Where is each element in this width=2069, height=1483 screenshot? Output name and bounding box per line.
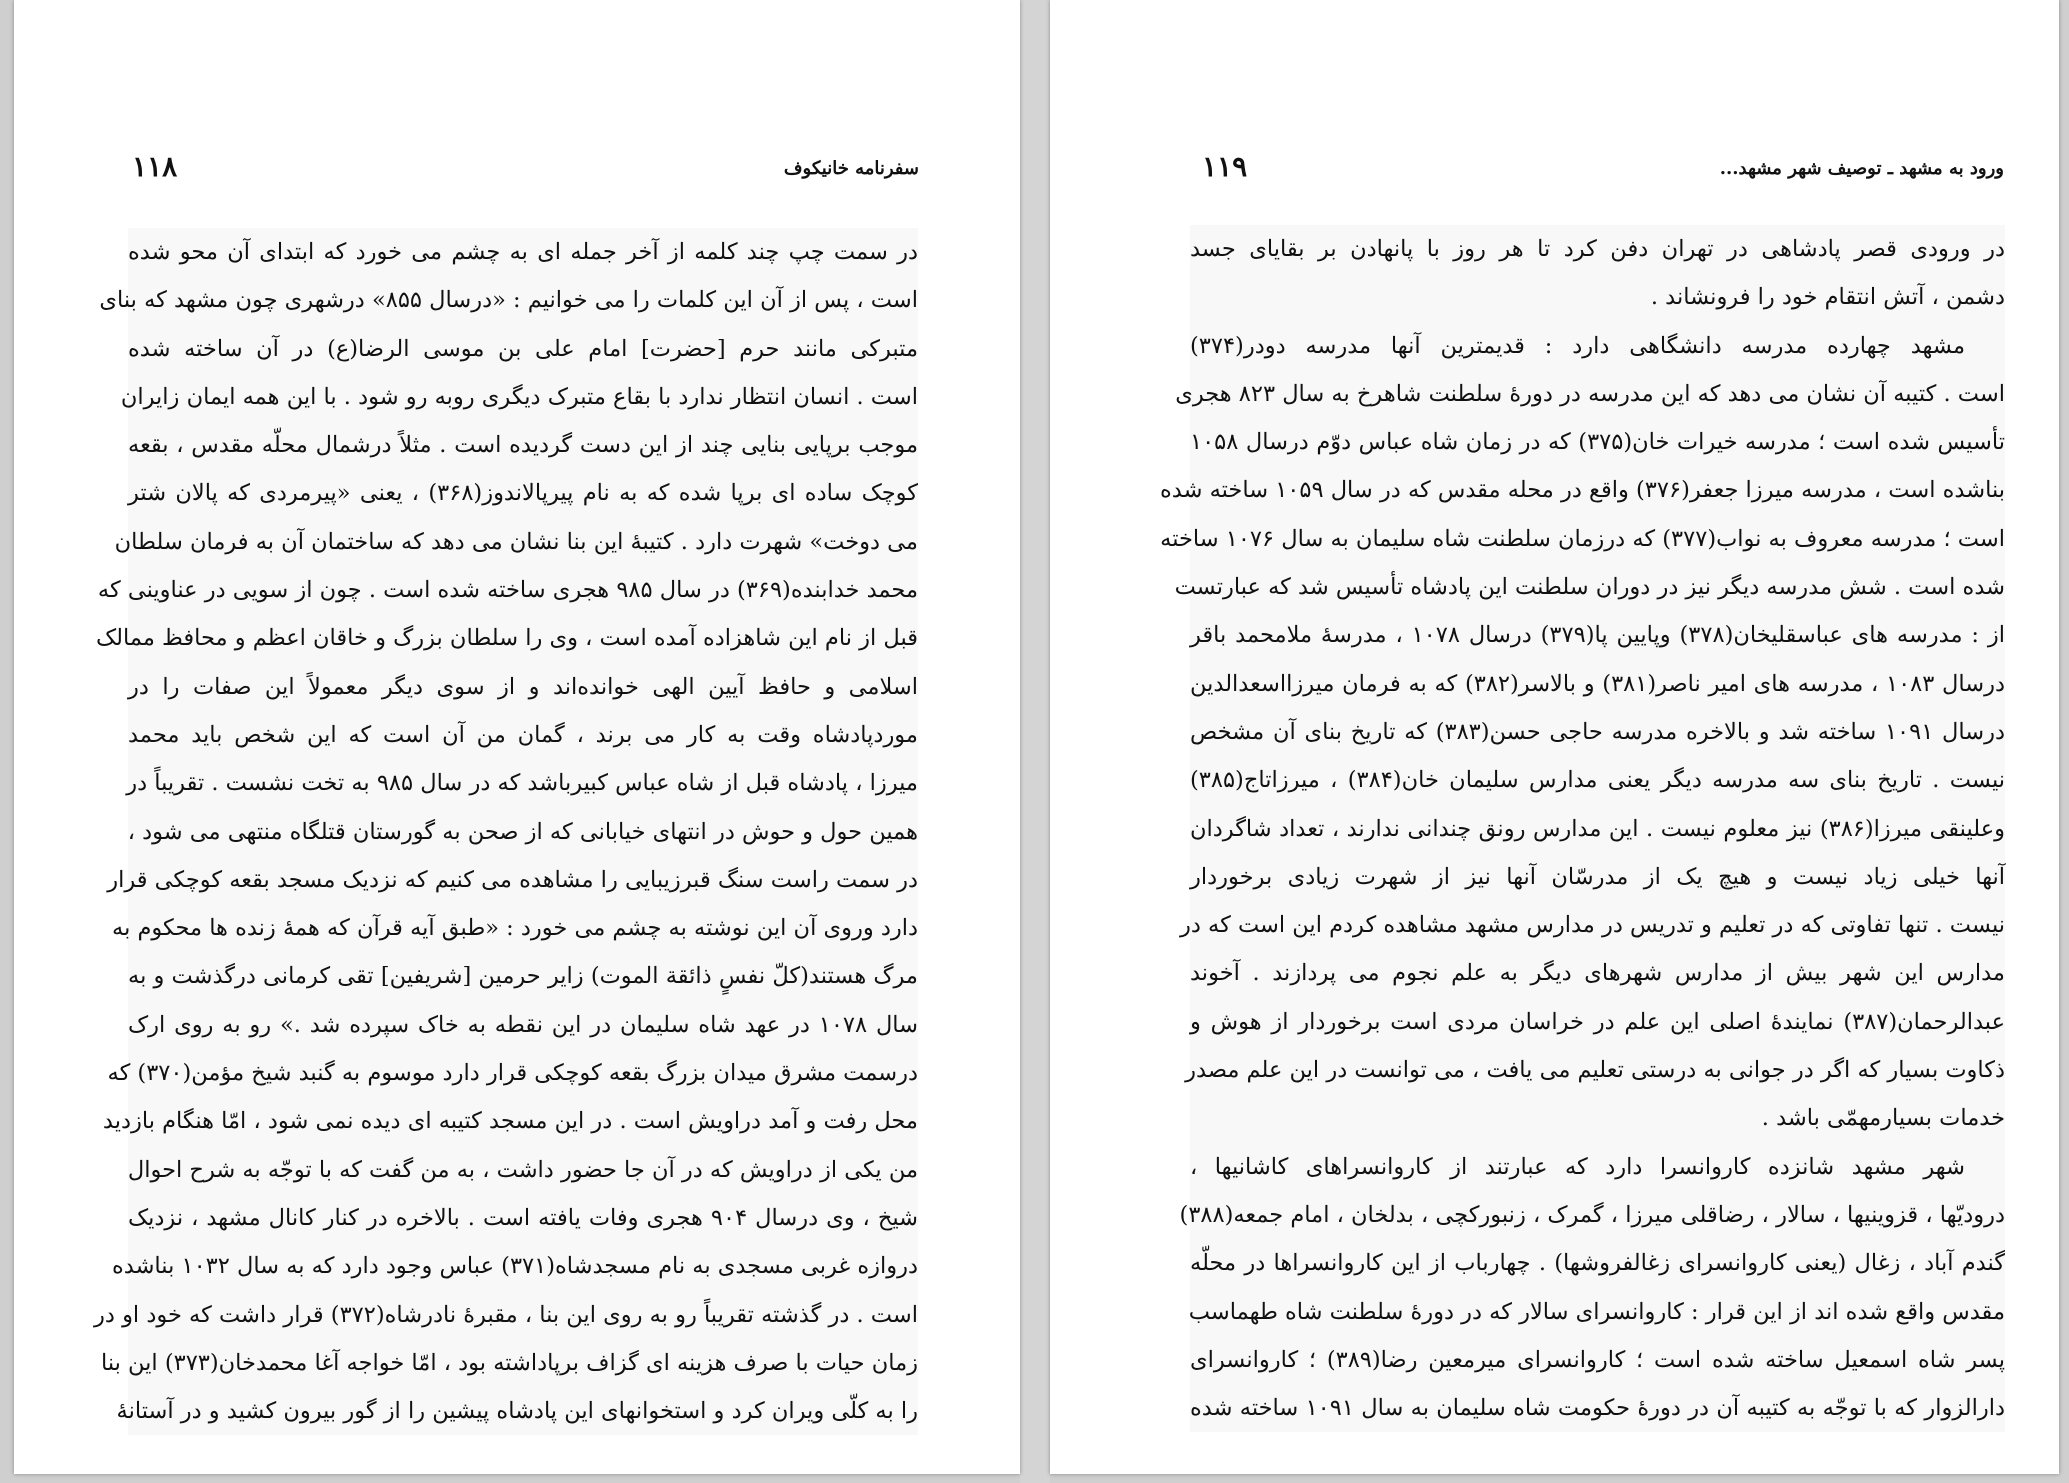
text-line: درودیّها ، قزوینیها ، سالار ، رضاقلی میرزا ، گمرک ، زنبورکچی ، بدلخان ، امام جمعه(۳۸۸) <box>1179 1201 2005 1228</box>
running-title: ورود به مشهد ـ توصیف شهر مشهد... <box>1719 158 2004 179</box>
page-header <box>132 150 919 190</box>
text-line: دارد وروی آن این نوشته به چشم می خورد : «طبق آیه قرآن که همهٔ زنده ها محکوم به <box>112 915 918 942</box>
text-line: وعلینقی میرزا(۳۸۶) نیز معلوم نیست . این مدارس رونق چندانی ندارند ، تعداد شاگردان <box>1190 815 2005 842</box>
body-text <box>1159 225 2006 1432</box>
left-page <box>14 0 1020 1474</box>
running-title: سفرنامه خانیکوف <box>783 158 919 179</box>
text-line: نیست . تنها تفاوتی که در تعلیم و تدریس در مدارس مشهد مشاهده کردم این است که در <box>1179 912 2005 939</box>
text-line: درسمت مشرق میدان بزرگ بقعه کوچکی قرار دارد موسوم به گنبد شیخ مؤمن(۳۷۰) که <box>107 1060 918 1087</box>
text-line: است . در گذشته تقریباً رو به روی این بنا ، مقبرهٔ نادرشاه(۳۷۲) قرار داشت که خود او در <box>94 1301 918 1328</box>
text-line: دروازه غربی مسجدی به نام مسجدشاه(۳۷۱) عباس وجود دارد که به سال ۱۰۳۲ بناشده <box>111 1253 918 1280</box>
text-line: از : مدرسه های عباسقلیخان(۳۷۸) وپایین پا(۳۷۹) درسال ۱۰۷۸ ، مدرسهٔ ملامحمد باقر <box>1190 622 2005 649</box>
text-line: است ، پس از آن این کلمات را می خوانیم : «درسال ۸۵۵» درشهری چون مشهد که بنای <box>99 287 918 314</box>
text-line: بناشده است ، مدرسه میرزا جعفر(۳۷۶) واقع در محله مقدس که در سال ۱۰۵۹ ساخته شده <box>1159 477 2005 504</box>
right-page <box>1050 0 2059 1474</box>
text-line: تأسیس شده است ؛ مدرسه خیرات خان(۳۷۵) که در زمان شاه عباس دوّم درسال ۱۰۵۸ <box>1190 429 2005 456</box>
body-text <box>94 228 918 1435</box>
page-number: ۱۱۸ <box>132 150 178 183</box>
text-line: همین حول و حوش در انتهای خیابانی که از صحن به گورستان قتلگاه منتهی می شود ، <box>127 818 918 845</box>
text-line: کوچک ساده ای برپا شده که به نام پیرپالاندوز(۳۶۸) ، یعنی «پیرمردی که پالان شتر <box>128 480 918 507</box>
text-line: شیخ ، وی درسال ۹۰۴ هجری وفات یافته است . بالاخره در کنار کانال مشهد ، نزدیک <box>128 1204 918 1231</box>
page-number: ۱۱۹ <box>1202 150 1248 183</box>
text-line: درسال ۱۰۸۳ ، مدرسه های امیر ناصر(۳۸۱) و بالاسر(۳۸۲) که به فرمان میرزااسعدالدین <box>1190 670 2006 697</box>
text-line: است ؛ مدرسه معروف به نواب(۳۷۷) که درزمان سلطنت شاه سلیمان به سال ۱۰۷۶ ساخته <box>1160 525 2005 552</box>
text-line: متبرکی مانند حرم [حضرت] امام علی بن موسی الرضا(ع) در آن ساخته شده <box>128 335 918 362</box>
text-line: مشهد چهارده مدرسه دانشگاهی دارد : قدیمترین آنها مدرسه دودر(۳۷۴) <box>1190 332 1965 359</box>
text-line: دارالزوار که با توجّه به کتیبه آن در دورهٔ حکومت شاه سلیمان به سال ۱۰۹۱ ساخته شده <box>1190 1395 2005 1422</box>
text-line: اسلامی و حافظ آیین الهی خوانده‌اند و از سوی دیگر معمولاً این صفات را در <box>128 673 918 700</box>
text-line: ذکاوت بسیار که اگر در جوانی به درستی تعلیم می یافت ، می توانست در این علم مصدر <box>1185 1057 2005 1084</box>
text-line: در سمت چپ چند کلمه از آخر جمله ای به چشم می خورد که ابتدای آن محو شده <box>128 239 918 265</box>
text-line: شده است . شش مدرسه دیگر نیز در دوران سلطنت این پادشاه تأسیس شد که عبارتست <box>1174 574 2005 601</box>
text-line: عبدالرحمان(۳۸۷) نمایندهٔ اصلی این علم در خراسان مردی است برخوردار از هوش و <box>1190 1008 2005 1035</box>
text-line: شهر مشهد شانزده کاروانسرا دارد که عبارتند از کاروانسراهای کاشانیها ، <box>1190 1153 1965 1180</box>
text-line: سال ۱۰۷۸ در عهد شاه سلیمان در این نقطه به خاک سپرده شد .» رو به روی ارک <box>128 1011 918 1038</box>
text-line: میرزا ، پادشاه قبل از شاه عباس کبیرباشد که در سال ۹۸۵ به تخت نشست . تقریباً در <box>126 770 918 797</box>
text-line: در ورودی قصر پادشاهی در تهران دفن کرد تا هر روز با پانهادن بر بقایای جسد <box>1190 236 2005 262</box>
text-line: است . کتیبه آن نشان می دهد که این مدرسه در دورهٔ سلطنت شاهرخ به سال ۸۲۳ هجری <box>1175 380 2005 407</box>
text-line: پسر شاه اسمعیل ساخته شده است ؛ کاروانسرای میرمعین رضا(۳۸۹) ؛ کاروانسرای <box>1190 1346 2005 1373</box>
text-line: مدارس این شهر بیش از مدارس شهرهای دیگر به علم نجوم می پردازند . آخوند <box>1190 960 2005 987</box>
text-line: در سمت راست سنگ قبرزیبایی را مشاهده می کنیم که نزدیک مسجد بقعه کوچکی قرار <box>107 866 918 893</box>
text-line: قبل از نام این شاهزاده آمده است ، وی را سلطان بزرگ و خاقان اعظم و محافظ ممالک <box>96 625 918 652</box>
text-line: موجب برپایی بنایی چند از این دست گردیده است . مثلاً درشمال محلّه مقدس ، بقعه <box>128 432 918 459</box>
text-line: محمد خدابنده(۳۶۹) در سال ۹۸۵ هجری ساخته شده است . چون از سویی در عناوینی که <box>97 577 918 604</box>
text-line: نیست . تاریخ بنای سه مدرسه دیگر یعنی مدارس سلیمان خان(۳۸۴) ، میرزاتاج(۳۸۵) <box>1190 767 2005 794</box>
text-line: را به کلّی ویران کرد و استخوانهای این پادشاه پیشین را از گور بیرون کشید و در آستانهٔ <box>116 1398 918 1425</box>
text-line: است . انسان انتظار ندارد با بقاع متبرک دیگری روبه رو شود . با این همه ایمان زایران <box>120 383 918 410</box>
text-line: گندم آباد ، زغال (یعنی کاروانسرای زغالفروشها) . چهارباب از این کاروانسراها در محلّه <box>1190 1250 2005 1277</box>
text-line: آنها خیلی زیاد نیست و هیچ یک از مدرسّان آنها نیز از شهرت زیادی برخوردار <box>1190 863 2005 890</box>
text-line: دشمن ، آتش انتقام خود را فرونشاند . <box>1650 284 2005 311</box>
text-line: مرگ هستند(کلّ نفسٍ ذائقة الموت) زایر حرمین [شریفین] تقی کرمانی درگذشت و به <box>128 963 918 990</box>
text-line: می دوخت» شهرت دارد . کتیبهٔ این بنا نشان می دهد که ساختمان آن به فرمان سلطان <box>114 528 918 555</box>
text-line: من یکی از دراویش که در آن جا حضور داشت ، به من گفت که با توجّه به شرح احوال <box>127 1156 918 1183</box>
text-line: محل رفت و آمد دراویش است . در این مسجد کتیبه ای دیده نمی شود ، امّا هنگام بازدید <box>102 1108 918 1135</box>
text-line: زمان حیات با صرف هزینه ای گزاف برپاداشته بود ، امّا خواجه آغا محمدخان(۳۷۳) این بنا <box>100 1349 918 1376</box>
text-line: مقدس واقع شده اند از این قرار : کاروانسرای سالار که در دورهٔ سلطنت شاه طهماسب <box>1188 1298 2005 1325</box>
text-line: درسال ۱۰۹۱ ساخته شد و بالاخره مدرسه حاجی حسن(۳۸۳) که تاریخ بنای آن مشخص <box>1190 718 2005 745</box>
book-gutter <box>1020 0 1050 1483</box>
text-line: موردپادشاه وقت به کار می برند ، گمان من آن است که این شخص باید محمد <box>128 721 918 748</box>
text-line: خدمات بسیارمهمّی باشد . <box>1761 1105 2005 1132</box>
page-header <box>1202 150 2004 190</box>
